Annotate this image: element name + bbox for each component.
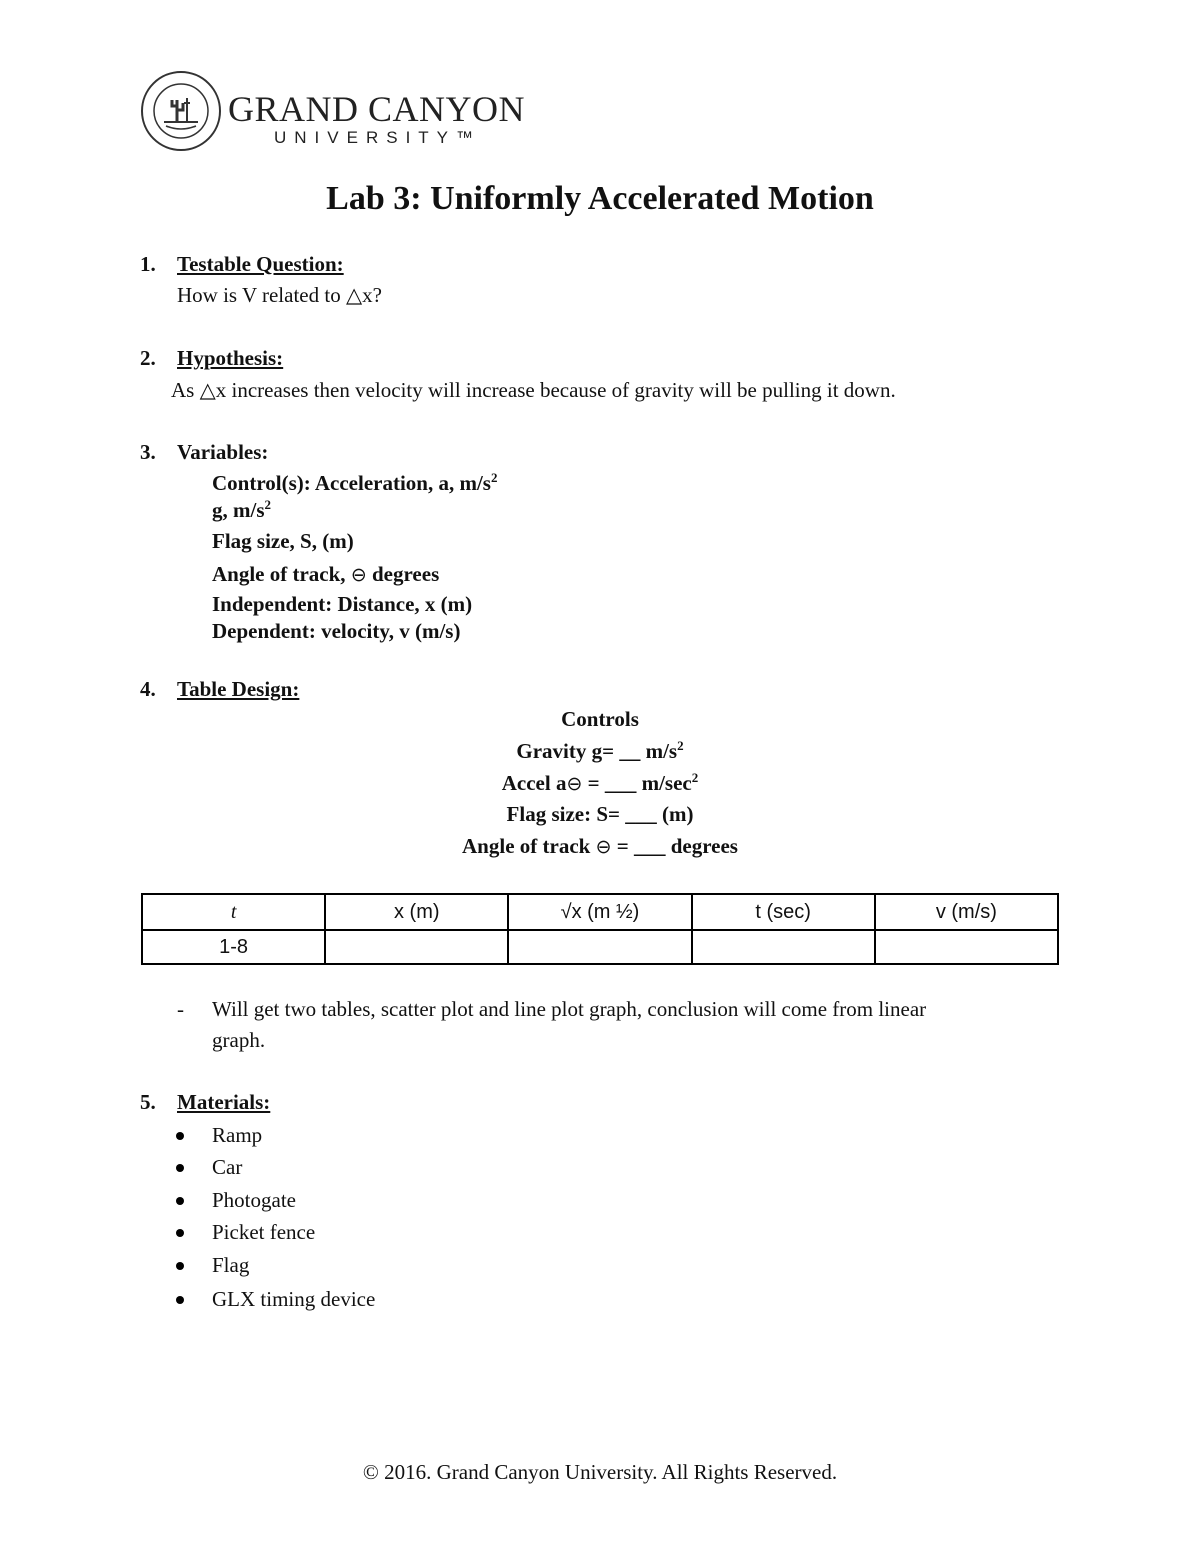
accel-control <box>0 771 1200 796</box>
gravity-control-text: Gravity g= __ m/s <box>516 739 678 763</box>
section1-number: 1. <box>140 252 156 276</box>
copyright-footer: © 2016. Grand Canyon University. All Rights Reserved. <box>362 1460 838 1484</box>
section1-heading: Testable Question: <box>177 252 344 276</box>
table-cell <box>875 930 1058 964</box>
list-item: Picket fence <box>212 1220 316 1244</box>
bullet-icon <box>176 1132 184 1140</box>
section5-heading: Materials: <box>177 1090 271 1114</box>
section2-body: As △x increases then velocity will increase because of gravity will be pulling it down. <box>171 378 896 402</box>
table-cell <box>692 930 875 964</box>
accel-control-pre: Accel a <box>501 771 567 795</box>
table-header: x (m) <box>325 894 508 930</box>
list-item: Flag <box>212 1253 250 1277</box>
angle-text: Angle of track, <box>212 562 346 586</box>
superscript: 2 <box>691 770 699 785</box>
theta-symbol: ⊖ <box>566 773 583 795</box>
table-cell <box>508 930 691 964</box>
list-item: Photogate <box>212 1188 296 1212</box>
gravity-control <box>0 739 1200 764</box>
section5-number: 5. <box>140 1090 156 1114</box>
table-header: √x (m ½) <box>508 894 691 930</box>
university-seal-icon <box>140 70 222 152</box>
list-item: GLX timing device <box>212 1287 376 1311</box>
table-header: v (m/s) <box>875 894 1058 930</box>
gravity-variable <box>212 498 271 523</box>
angle-control <box>0 834 1200 859</box>
table-header-row <box>142 894 1058 930</box>
gravity-text: g, m/s <box>212 498 265 522</box>
angle-control-pre: Angle of track <box>462 834 596 858</box>
theta-symbol: ⊖ <box>595 836 612 858</box>
bullet-icon <box>176 1262 184 1270</box>
list-item: Car <box>212 1155 243 1179</box>
bullet-icon <box>176 1229 184 1237</box>
dependent-variable: Dependent: velocity, v (m/s) <box>212 619 461 643</box>
note-line2: graph. <box>212 1028 266 1052</box>
independent-variable: Independent: Distance, x (m) <box>212 592 473 616</box>
superscript: 2 <box>677 738 684 753</box>
section2-number: 2. <box>140 346 156 370</box>
theta-symbol: ⊖ <box>350 564 367 586</box>
table-header: t (sec) <box>692 894 875 930</box>
note-dash: - <box>177 997 184 1021</box>
section2-heading: Hypothesis: <box>177 346 284 370</box>
logo-name-line1: GRAND CANYON <box>228 89 526 129</box>
logo-name-line2: UNIVERSITY™ <box>274 128 482 147</box>
bullet-icon <box>176 1164 184 1172</box>
note-line1: Will get two tables, scatter plot and line plot graph, conclusion will come from linear <box>212 997 927 1021</box>
superscript: 2 <box>264 497 271 512</box>
section3-heading: Variables: <box>177 440 269 464</box>
table-row <box>142 930 1058 964</box>
accel-control-post: = ___ m/sec <box>582 771 692 795</box>
data-table <box>141 893 1059 965</box>
page-title: Lab 3: Uniformly Accelerated Motion <box>326 180 874 217</box>
control-variable <box>212 471 497 496</box>
university-logo <box>140 70 526 152</box>
list-item: Ramp <box>212 1123 263 1147</box>
section4-number: 4. <box>140 677 156 701</box>
table-header: t <box>142 894 325 930</box>
bullet-icon <box>176 1296 184 1304</box>
table-cell <box>325 930 508 964</box>
table-cell: 1-8 <box>142 930 325 964</box>
flag-control: Flag size: S= ___ (m) <box>506 802 694 826</box>
superscript: 2 <box>490 470 498 485</box>
angle-variable <box>212 562 439 587</box>
section3-number: 3. <box>140 440 156 464</box>
bullet-icon <box>176 1197 184 1205</box>
section4-heading: Table Design: <box>177 677 300 701</box>
controls-title: Controls <box>561 707 639 731</box>
section1-body: How is V related to △x? <box>177 283 382 307</box>
flag-variable: Flag size, S, (m) <box>212 529 354 553</box>
angle-unit: degrees <box>371 562 440 586</box>
control-text: Control(s): Acceleration, a, m/s <box>212 471 491 495</box>
angle-control-post: = ___ degrees <box>611 834 738 858</box>
